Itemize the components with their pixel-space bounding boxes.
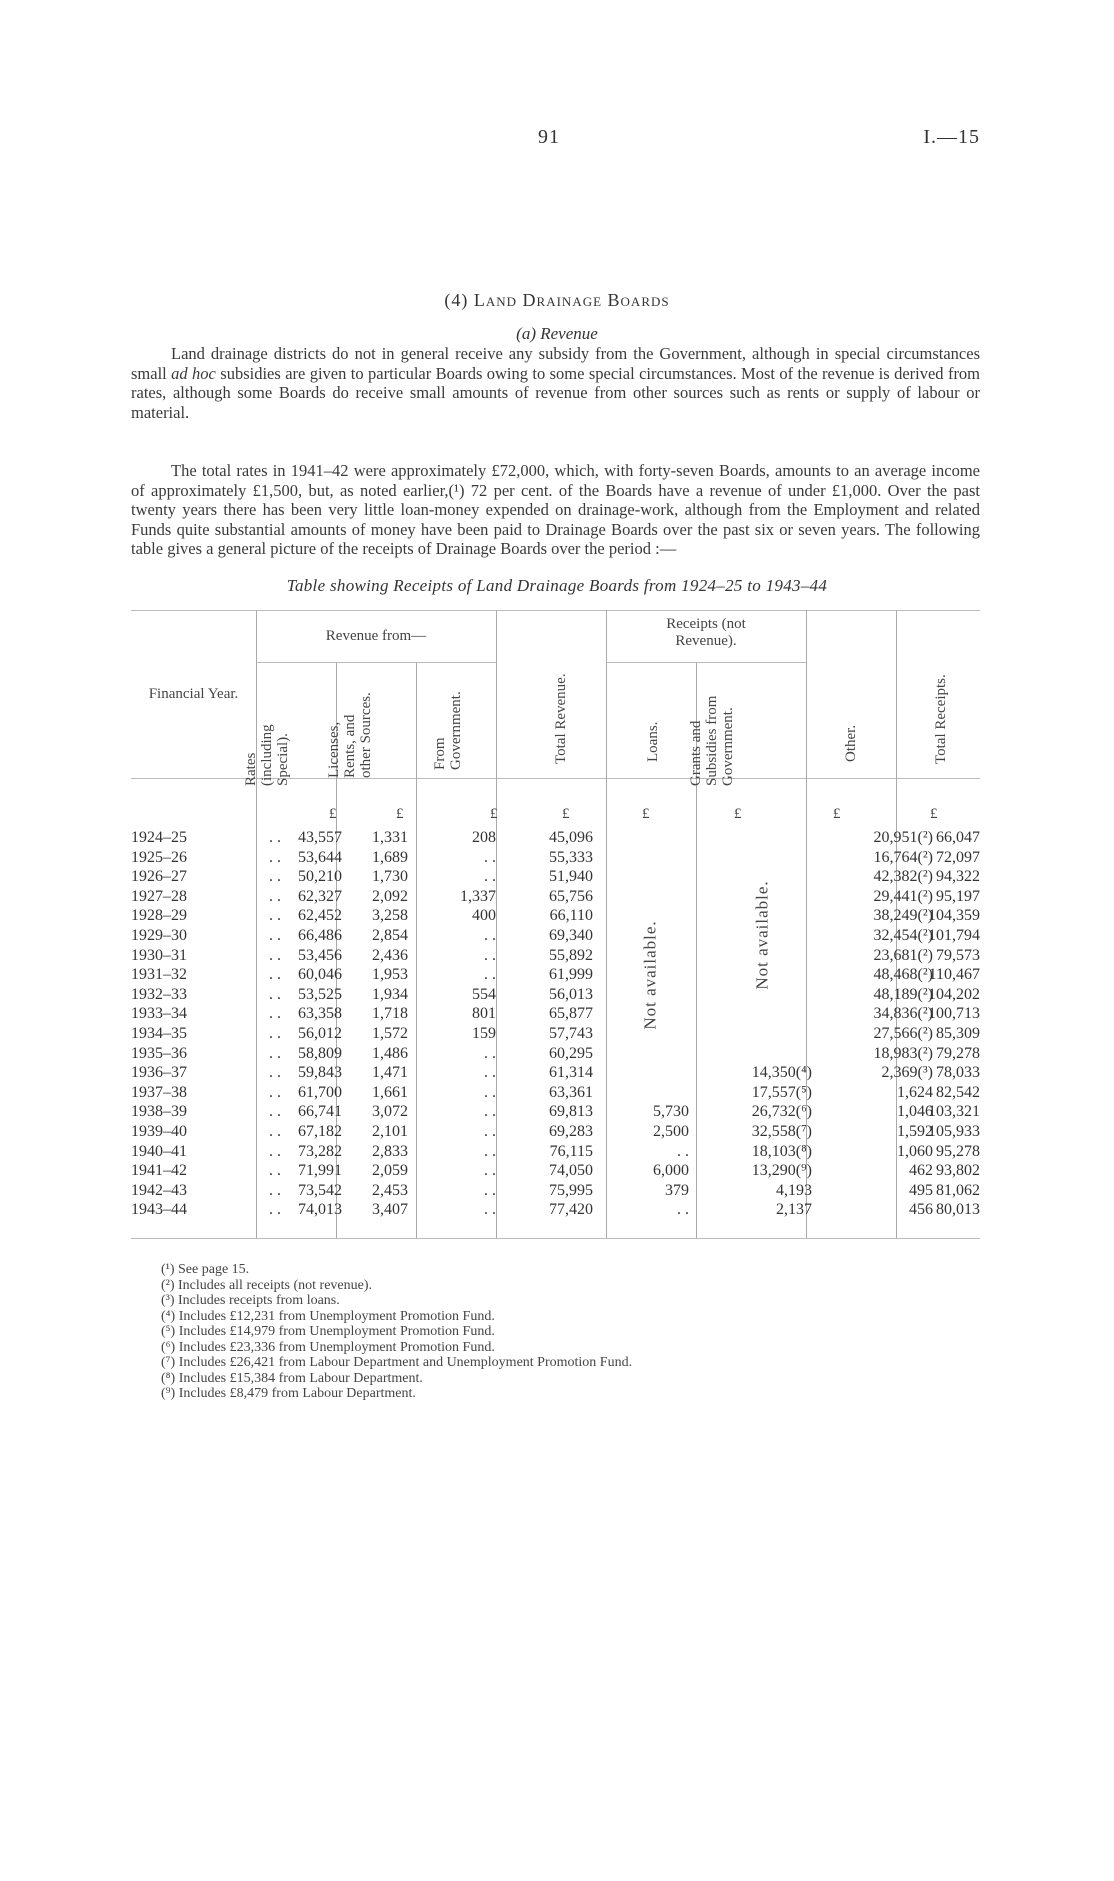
header-rates-line-2: (including — [259, 724, 275, 786]
cell-total-revenue: 75,995 — [549, 1181, 593, 1199]
cell-total-receipts: 81,062 — [936, 1181, 980, 1199]
cell-grants: 17,557(⁵) — [751, 1083, 812, 1101]
header-from-gov-line-2: Government. — [448, 691, 464, 770]
cell-other: 1,592 — [897, 1123, 933, 1140]
header-receipts-line-2: Revenue). — [675, 633, 737, 649]
cell-total-receipts: 95,278 — [936, 1142, 980, 1160]
cell-total-receipts: 110,467 — [928, 966, 980, 984]
page-number: 91 — [538, 126, 560, 148]
cell-total-revenue: 74,050 — [549, 1162, 593, 1180]
header-rates — [243, 686, 291, 786]
cell-from-government: . . — [484, 946, 496, 964]
cell-licenses: 2,833 — [372, 1142, 408, 1160]
cell-total-revenue: 55,333 — [549, 848, 593, 866]
cell-from-government: 208 — [472, 829, 496, 846]
header-other: Other. — [843, 724, 859, 762]
header-grants-line-1: Grants and — [688, 720, 704, 786]
cell-rates: 62,452 — [298, 907, 342, 925]
header-licenses-line-3: other Sources. — [358, 692, 374, 778]
cell-from-government: . . — [484, 1083, 496, 1101]
footnote: (¹) See page 15. — [161, 1262, 250, 1277]
header-from-government — [432, 670, 464, 770]
cell-year: 1926–27 — [131, 868, 187, 886]
cell-other: 34,836(²) — [873, 1005, 933, 1023]
cell-year: 1927–28 — [131, 887, 187, 905]
leader-dots: . . — [269, 985, 281, 1003]
cell-from-government: 400 — [472, 907, 496, 925]
header-total-revenue: Total Revenue. — [553, 673, 569, 764]
cell-rates: 71,991 — [298, 1162, 342, 1180]
cell-year: 1933–34 — [131, 1005, 187, 1023]
cell-from-government: . . — [484, 1123, 496, 1140]
cell-grants: 2,137 — [776, 1201, 812, 1219]
paragraph-2 — [131, 461, 980, 559]
cell-from-government: . . — [484, 1181, 496, 1199]
cell-year: 1932–33 — [131, 985, 187, 1003]
cell-total-revenue: 76,115 — [549, 1142, 593, 1160]
section-title: (4) Land Drainage Boards — [444, 290, 670, 310]
header-total-receipts: Total Receipts. — [933, 674, 949, 764]
cell-total-receipts: 104,202 — [928, 985, 980, 1003]
cell-licenses: 1,486 — [372, 1044, 408, 1062]
cell-year: 1937–38 — [131, 1083, 187, 1101]
cell-from-government: . . — [484, 1201, 496, 1219]
cell-grants: 4,193 — [776, 1181, 812, 1199]
cell-rates: 53,644 — [298, 848, 342, 866]
cell-from-government: 554 — [472, 985, 496, 1003]
cell-from-government: . . — [484, 868, 496, 886]
leader-dots: . . — [269, 1005, 281, 1023]
cell-licenses: 1,718 — [372, 1005, 408, 1023]
cell-total-revenue: 63,361 — [549, 1083, 593, 1101]
unit-from-gov: £ — [490, 806, 498, 822]
cell-year: 1939–40 — [131, 1123, 187, 1140]
cell-from-government: . . — [484, 848, 496, 866]
unit-total-receipts: £ — [930, 806, 938, 822]
unit-grants: £ — [734, 806, 742, 822]
cell-from-government: 159 — [472, 1025, 496, 1042]
leader-dots: . . — [269, 829, 281, 846]
cell-other: 18,983(²) — [873, 1044, 933, 1062]
cell-year: 1929–30 — [131, 927, 187, 944]
cell-total-receipts: 79,573 — [936, 946, 980, 964]
cell-rates: 53,456 — [298, 946, 342, 964]
cell-licenses: 1,471 — [372, 1064, 408, 1082]
cell-licenses: 1,689 — [372, 848, 408, 866]
cell-from-government: . . — [484, 927, 496, 944]
cell-loans: 379 — [665, 1181, 689, 1199]
cell-licenses: 1,953 — [372, 966, 408, 984]
cell-year: 1924–25 — [131, 829, 187, 846]
cell-grants: 32,558(⁷) — [751, 1123, 812, 1140]
header-grants — [688, 666, 736, 786]
leader-dots: . . — [269, 966, 281, 984]
cell-other: 1,046 — [897, 1103, 933, 1121]
cell-year: 1931–32 — [131, 966, 187, 984]
cell-total-revenue: 69,283 — [549, 1123, 593, 1140]
cell-total-revenue: 69,340 — [549, 927, 593, 944]
table-caption: Table showing Receipts of Land Drainage Boards from 1924–25 to 1943–44 — [286, 576, 828, 595]
cell-licenses: 2,436 — [372, 946, 408, 964]
cell-from-government: . . — [484, 1044, 496, 1062]
cell-rates: 61,700 — [298, 1083, 342, 1101]
cell-year: 1930–31 — [131, 946, 187, 964]
cell-from-government: . . — [484, 1162, 496, 1180]
cell-total-revenue: 45,096 — [549, 829, 593, 846]
cell-other: 42,382(²) — [873, 868, 933, 886]
leader-dots: . . — [269, 1142, 281, 1160]
paragraph-1-text-a: Land drainage districts do not in general receive any subsidy from the Government, although in special circumstances small — [131, 344, 980, 383]
cell-total-receipts: 93,802 — [936, 1162, 980, 1180]
leader-dots: . . — [269, 1025, 281, 1042]
cell-from-government: . . — [484, 1103, 496, 1121]
leader-dots: . . — [269, 946, 281, 964]
leader-dots: . . — [269, 1083, 281, 1101]
cell-total-revenue: 65,756 — [549, 887, 593, 905]
grants-not-available: Not available. — [752, 880, 772, 990]
cell-from-government: . . — [484, 966, 496, 984]
cell-total-revenue: 56,013 — [549, 985, 593, 1003]
cell-total-revenue: 60,295 — [549, 1044, 593, 1062]
footnote: (²) Includes all receipts (not revenue). — [161, 1277, 372, 1293]
footnote: (³) Includes receipts from loans. — [161, 1293, 340, 1308]
leader-dots: . . — [269, 1201, 281, 1219]
header-rates-line-1: Rates — [243, 752, 259, 786]
leader-dots: . . — [269, 1123, 281, 1140]
cell-year: 1942–43 — [131, 1181, 187, 1199]
header-receipts-line-1: Receipts (not — [666, 616, 746, 632]
cell-licenses: 2,453 — [372, 1181, 408, 1199]
cell-other: 38,249(²) — [873, 907, 933, 925]
cell-total-receipts: 101,794 — [928, 927, 980, 944]
cell-licenses: 1,331 — [372, 829, 408, 846]
cell-other: 29,441(²) — [873, 887, 933, 905]
table-top-rule — [131, 610, 980, 611]
cell-licenses: 2,854 — [372, 927, 408, 944]
section-subtitle: (a) Revenue — [516, 324, 598, 343]
cell-other: 48,468(²) — [873, 966, 933, 984]
cell-rates: 63,358 — [298, 1005, 342, 1023]
cell-total-receipts: 72,097 — [936, 848, 980, 866]
cell-rates: 58,809 — [298, 1044, 342, 1062]
cell-total-revenue: 61,314 — [549, 1064, 593, 1082]
cell-other: 20,951(²) — [873, 829, 933, 846]
cell-licenses: 3,072 — [372, 1103, 408, 1121]
cell-total-revenue: 61,999 — [549, 966, 593, 984]
cell-other: 462 — [909, 1162, 933, 1180]
leader-dots: . . — [269, 1044, 281, 1062]
loans-not-available: Not available. — [640, 920, 660, 1030]
cell-total-revenue: 65,877 — [549, 1005, 593, 1023]
cell-rates: 66,486 — [298, 927, 342, 944]
unit-total-revenue: £ — [562, 806, 570, 822]
footnote: (⁷) Includes £26,421 from Labour Department and Unemployment Promotion Fund. — [161, 1355, 633, 1370]
paragraph-1-text-b: subsidies are given to particular Boards owing to some special circumstances. Most of the revenue is derived from rates, although some Boards do receive small amounts of revenue from other sources such as rents or supply of labour or material. — [131, 363, 981, 422]
cell-total-receipts: 80,013 — [936, 1201, 980, 1219]
cell-loans: 2,500 — [653, 1123, 689, 1140]
leader-dots: . . — [269, 868, 281, 886]
unit-other: £ — [833, 806, 841, 822]
cell-year: 1934–35 — [131, 1025, 187, 1042]
cell-loans: 5,730 — [653, 1103, 689, 1121]
cell-licenses: 3,407 — [372, 1201, 408, 1219]
cell-from-government: . . — [484, 1064, 496, 1082]
footnote: (⁸) Includes £15,384 from Labour Department. — [161, 1370, 423, 1386]
cell-year: 1928–29 — [131, 907, 187, 925]
cell-rates: 53,525 — [298, 985, 342, 1003]
cell-loans: . . — [677, 1142, 689, 1160]
page-reference: I.—15 — [923, 126, 980, 148]
table-row — [131, 1201, 980, 1223]
cell-rates: 62,327 — [298, 887, 342, 905]
footnote: (⁵) Includes £14,979 from Unemployment Promotion Fund. — [161, 1324, 495, 1339]
cell-total-receipts: 105,933 — [928, 1123, 980, 1140]
cell-total-revenue: 57,743 — [549, 1025, 593, 1042]
cell-rates: 73,542 — [298, 1181, 342, 1199]
cell-rates: 66,741 — [298, 1103, 342, 1121]
cell-total-receipts: 85,309 — [936, 1025, 980, 1042]
cell-other: 32,454(²) — [873, 927, 933, 944]
cell-other: 27,566(²) — [873, 1025, 933, 1042]
cell-grants: 13,290(⁹) — [751, 1162, 812, 1180]
leader-dots: . . — [269, 907, 281, 925]
header-licenses-line-2: Rents, and — [342, 714, 358, 778]
header-grants-line-3: Government. — [720, 707, 736, 786]
cell-loans: . . — [677, 1201, 689, 1219]
leader-dots: . . — [269, 1103, 281, 1121]
cell-rates: 56,012 — [298, 1025, 342, 1042]
footnote: (⁹) Includes £8,479 from Labour Department. — [161, 1386, 416, 1401]
cell-licenses: 1,572 — [372, 1025, 408, 1042]
unit-rates: £ — [329, 806, 337, 822]
cell-rates: 60,046 — [298, 966, 342, 984]
footnote: (⁶) Includes £23,336 from Unemployment Promotion Fund. — [161, 1339, 495, 1355]
footnotes — [161, 1262, 961, 1402]
cell-rates: 59,843 — [298, 1064, 342, 1082]
receipts-group-rule — [606, 662, 806, 663]
cell-licenses: 2,059 — [372, 1162, 408, 1180]
cell-year: 1943–44 — [131, 1201, 187, 1219]
cell-year: 1940–41 — [131, 1142, 187, 1160]
header-licenses-line-1: Licenses, — [326, 721, 342, 778]
cell-other: 1,624 — [897, 1083, 933, 1101]
cell-year: 1938–39 — [131, 1103, 187, 1121]
leader-dots: . . — [269, 887, 281, 905]
cell-total-revenue: 66,110 — [549, 907, 593, 925]
cell-from-government: 1,337 — [460, 887, 496, 905]
leader-dots: . . — [269, 1181, 281, 1199]
unit-licenses: £ — [396, 806, 404, 822]
cell-from-government: . . — [484, 1142, 496, 1160]
cell-total-receipts: 104,359 — [928, 907, 980, 925]
cell-grants: 18,103(⁸) — [751, 1142, 812, 1160]
cell-other: 495 — [909, 1181, 933, 1199]
cell-total-receipts: 82,542 — [936, 1083, 980, 1101]
cell-grants: 26,732(⁶) — [751, 1103, 812, 1121]
paragraph-1 — [131, 344, 980, 422]
cell-licenses: 1,730 — [372, 868, 408, 886]
cell-licenses: 3,258 — [372, 907, 408, 925]
cell-total-receipts: 78,033 — [936, 1064, 980, 1082]
cell-year: 1936–37 — [131, 1064, 187, 1082]
header-rates-line-3: Special). — [275, 733, 291, 786]
cell-licenses: 2,092 — [372, 887, 408, 905]
cell-rates: 43,557 — [298, 829, 342, 846]
leader-dots: . . — [269, 1064, 281, 1082]
cell-total-revenue: 51,940 — [549, 868, 593, 886]
cell-other: 456 — [909, 1201, 933, 1219]
cell-total-receipts: 94,322 — [936, 868, 980, 886]
cell-loans: 6,000 — [653, 1162, 689, 1180]
header-from-gov-line-1: From — [432, 737, 448, 770]
paragraph-2-text: The total rates in 1941–42 were approximately £72,000, which, with forty-seven Boards, amounts to an average income of approximately £1,500, but, as noted earlier,(¹) 72 per cent. of the Boards have a revenue of under £1,000. Over the past twenty years there has been very little loan-money expended on drainage-work, although from the Employment and related Funds quite substantial amounts of money have been paid to Drainage Boards over the past six or seven years. The following table gives a general picture of the receipts of Drainage Boards over the period :— — [131, 461, 980, 558]
header-receipts-not-revenue — [606, 616, 806, 650]
cell-other: 16,764(²) — [873, 848, 933, 866]
cell-grants: 14,350(⁴) — [751, 1064, 812, 1082]
leader-dots: . . — [269, 927, 281, 944]
cell-rates: 73,282 — [298, 1142, 342, 1160]
cell-total-revenue: 55,892 — [549, 946, 593, 964]
cell-year: 1925–26 — [131, 848, 187, 866]
table-bottom-rule — [131, 1238, 980, 1239]
cell-licenses: 2,101 — [372, 1123, 408, 1140]
cell-rates: 74,013 — [298, 1201, 342, 1219]
cell-total-revenue: 69,813 — [549, 1103, 593, 1121]
cell-other: 2,369(³) — [881, 1064, 933, 1082]
cell-total-receipts: 95,197 — [936, 887, 980, 905]
cell-total-receipts: 103,321 — [928, 1103, 980, 1121]
header-grants-line-2: Subsidies from — [704, 695, 720, 786]
cell-from-government: 801 — [472, 1005, 496, 1023]
paragraph-1-italic: ad hoc — [171, 363, 216, 383]
cell-licenses: 1,934 — [372, 985, 408, 1003]
cell-rates: 50,210 — [298, 868, 342, 886]
cell-other: 23,681(²) — [873, 946, 933, 964]
leader-dots: . . — [269, 848, 281, 866]
cell-total-revenue: 77,420 — [549, 1201, 593, 1219]
unit-loans: £ — [642, 806, 650, 822]
cell-rates: 67,182 — [298, 1123, 342, 1140]
footnote: (⁴) Includes £12,231 from Unemployment Promotion Fund. — [161, 1308, 495, 1324]
header-loans: Loans. — [645, 721, 661, 762]
cell-year: 1935–36 — [131, 1044, 187, 1062]
cell-total-receipts: 100,713 — [928, 1005, 980, 1023]
header-financial-year: Financial Year. — [148, 686, 239, 702]
cell-licenses: 1,661 — [372, 1083, 408, 1101]
cell-other: 48,189(²) — [873, 985, 933, 1003]
header-revenue-from: Revenue from— — [325, 628, 427, 644]
header-licenses — [326, 678, 374, 778]
cell-total-receipts: 66,047 — [936, 829, 980, 846]
cell-year: 1941–42 — [131, 1162, 187, 1180]
revenue-group-rule — [256, 662, 496, 663]
cell-total-receipts: 79,278 — [936, 1044, 980, 1062]
leader-dots: . . — [269, 1162, 281, 1180]
cell-other: 1,060 — [897, 1142, 933, 1160]
